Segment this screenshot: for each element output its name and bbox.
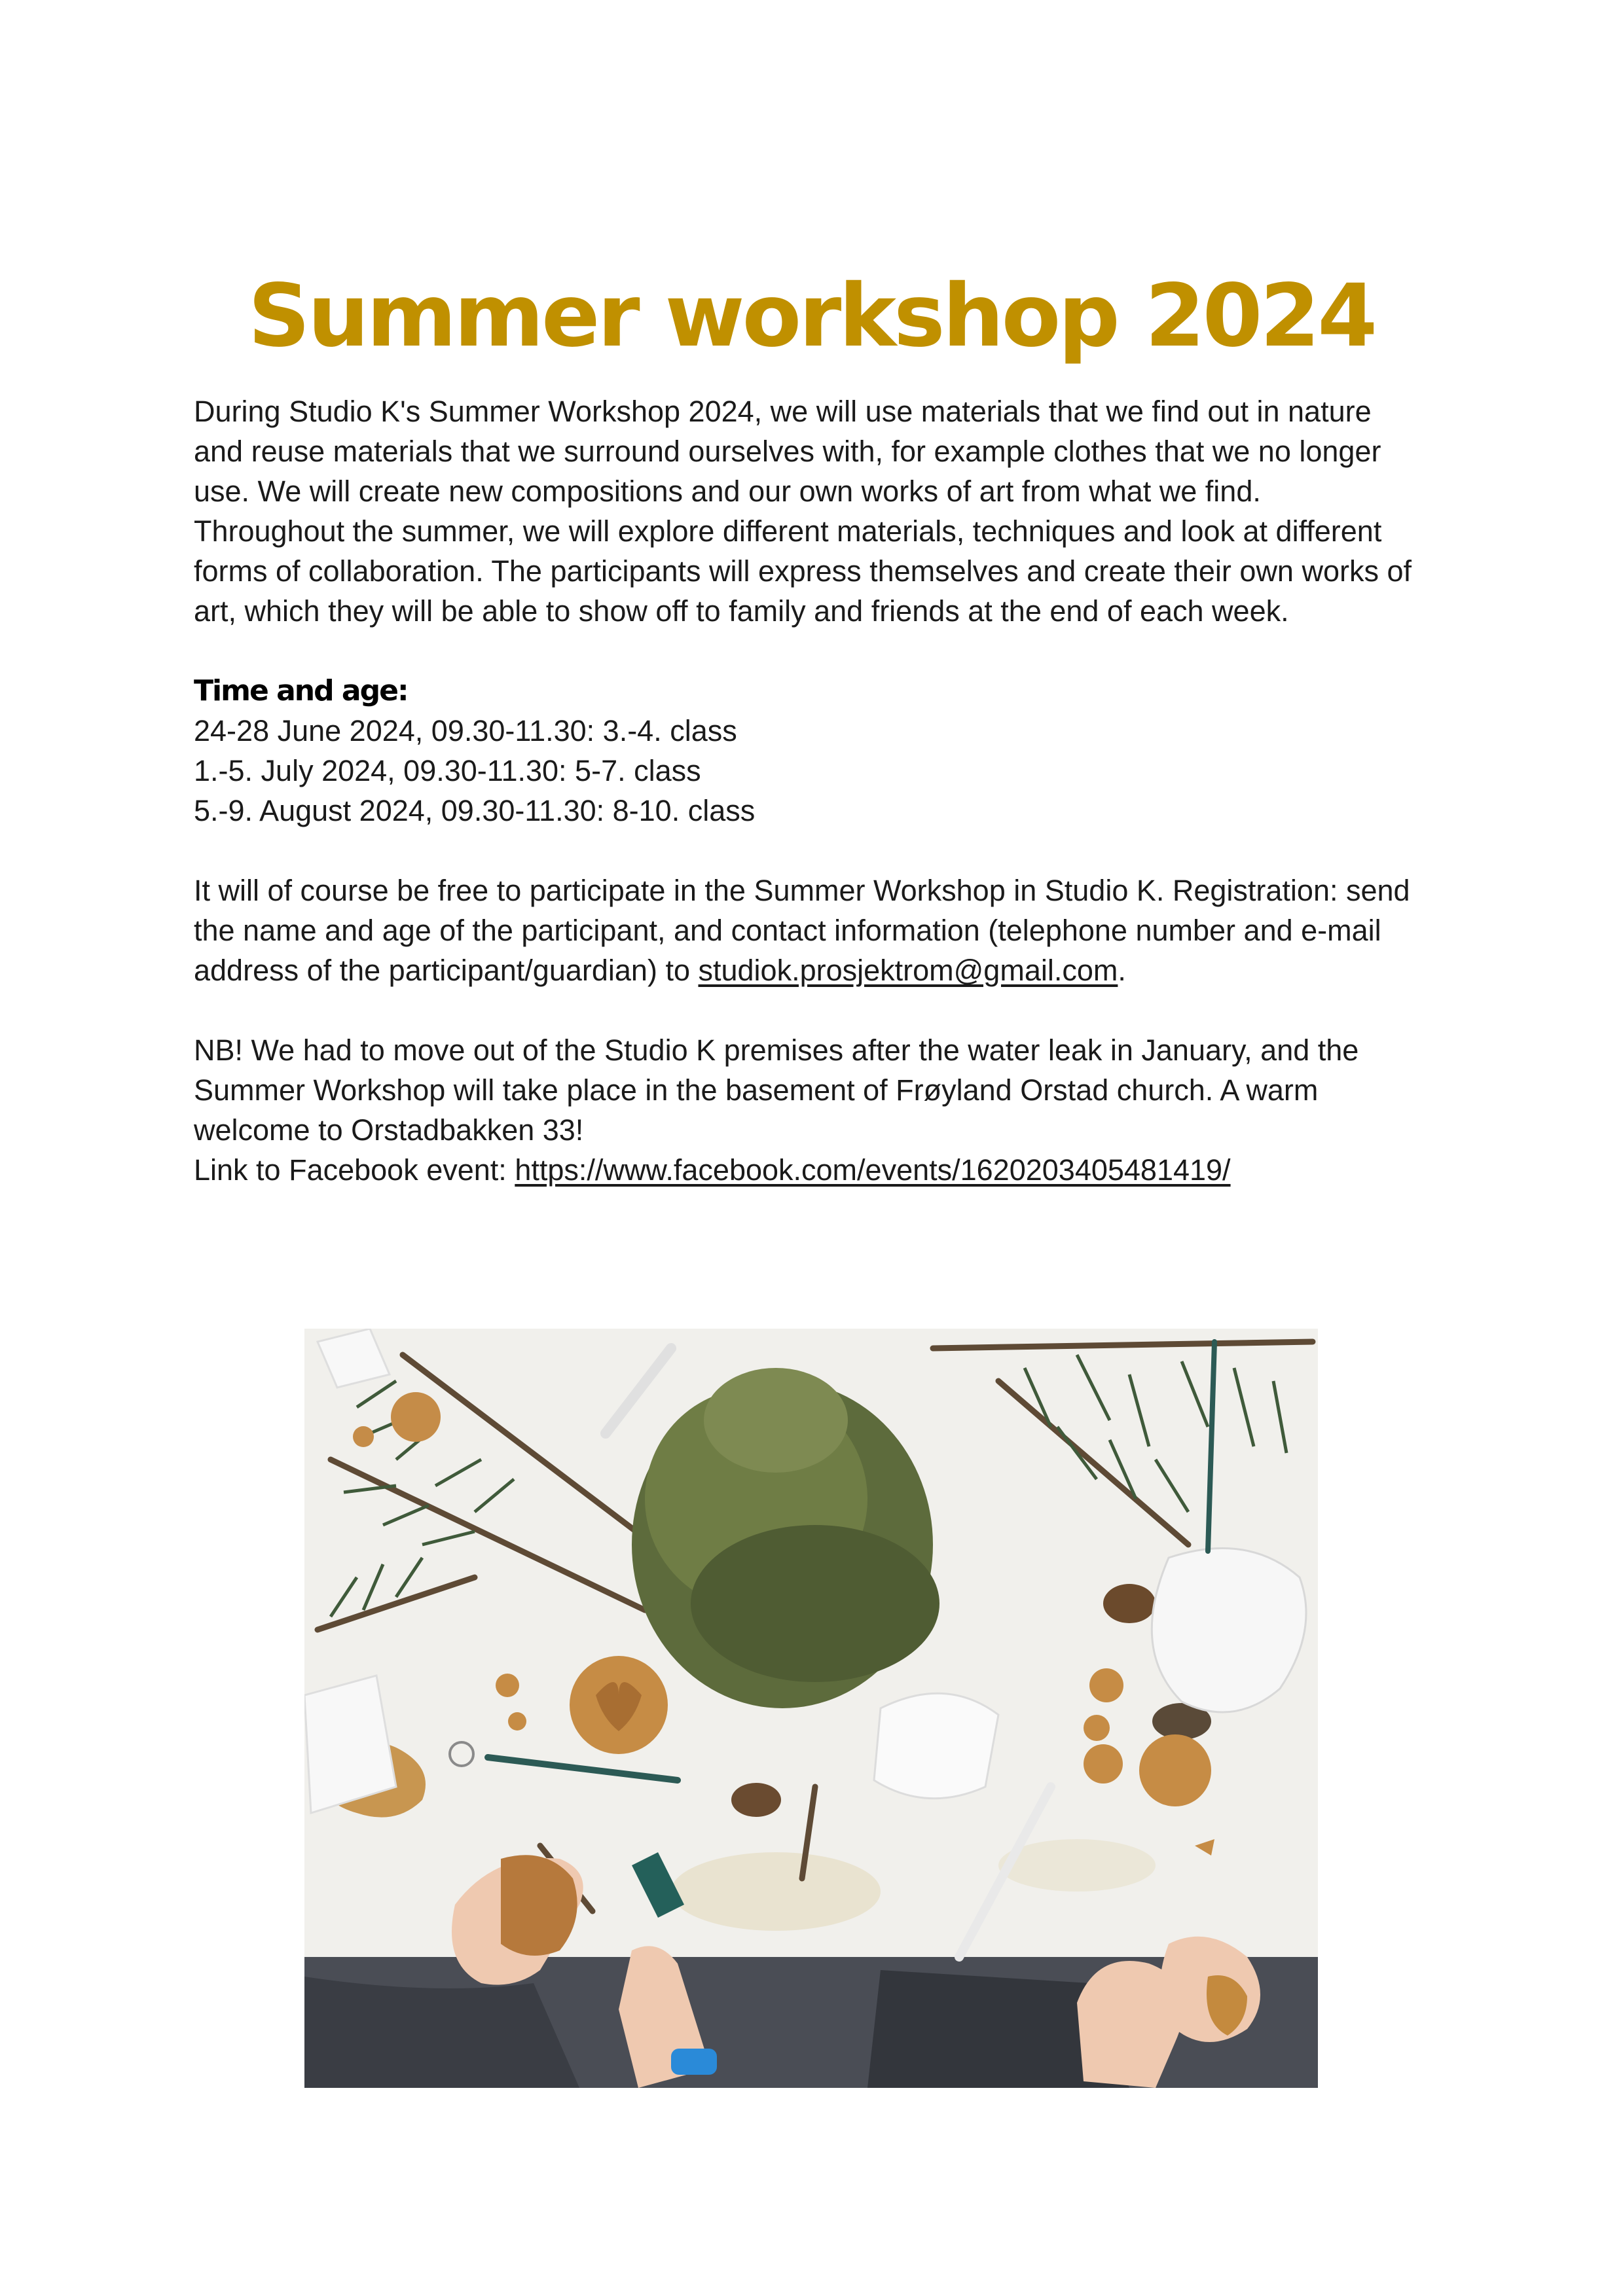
intro-line: forms of collaboration. The participants will express themselves and create their own works of bbox=[194, 554, 1412, 588]
registration-line bbox=[194, 950, 1457, 990]
notice-line: Summer Workshop will take place in the basement of Frøyland Orstad church. A warm bbox=[194, 1073, 1319, 1107]
notice-paragraph bbox=[194, 1030, 1457, 1190]
schedule-item: 1.-5. July 2024, 09.30-11.30: 5-7. class bbox=[194, 754, 701, 787]
registration-line: It will of course be free to participate in the Summer Workshop in Studio K. Registration: send bbox=[194, 874, 1410, 907]
intro-line: Throughout the summer, we will explore different materials, techniques and look at different bbox=[194, 514, 1382, 548]
schedule-item: 24-28 June 2024, 09.30-11.30: 3.-4. class bbox=[194, 714, 737, 747]
registration-line: the name and age of the participant, and contact information (telephone number and e-mail bbox=[194, 914, 1381, 947]
email-link[interactable]: studiok.prosjektrom@gmail.com bbox=[698, 954, 1118, 987]
document-body bbox=[194, 391, 1457, 1190]
intro-line: use. We will create new compositions and our own works of art from what we find. bbox=[194, 475, 1261, 508]
facebook-event-link[interactable]: https://www.facebook.com/events/1620203405481419/ bbox=[515, 1153, 1231, 1187]
registration-period: . bbox=[1118, 954, 1126, 987]
intro-line: art, which they will be able to show off to family and friends at the end of each week. bbox=[194, 594, 1289, 628]
notice-line: NB! We had to move out of the Studio K premises after the water leak in January, and the bbox=[194, 1033, 1359, 1067]
schedule-heading: Time and age: bbox=[194, 674, 408, 708]
facebook-line bbox=[194, 1150, 1457, 1190]
page-title: Summer workshop 2024 bbox=[247, 266, 1376, 367]
facebook-label: Link to Facebook event: bbox=[194, 1153, 515, 1187]
workshop-photo bbox=[304, 1329, 1318, 2088]
registration-text: address of the participant/guardian) to bbox=[194, 954, 699, 987]
schedule-item: 5.-9. August 2024, 09.30-11.30: 8-10. class bbox=[194, 794, 756, 827]
intro-paragraph bbox=[194, 391, 1457, 631]
intro-line: and reuse materials that we surround ourselves with, for example clothes that we no longer bbox=[194, 435, 1381, 468]
registration-paragraph bbox=[194, 870, 1457, 990]
schedule-section bbox=[194, 671, 1457, 831]
notice-line: welcome to Orstadbakken 33! bbox=[194, 1113, 584, 1147]
intro-line: During Studio K's Summer Workshop 2024, we will use materials that we find out in nature bbox=[194, 395, 1372, 428]
